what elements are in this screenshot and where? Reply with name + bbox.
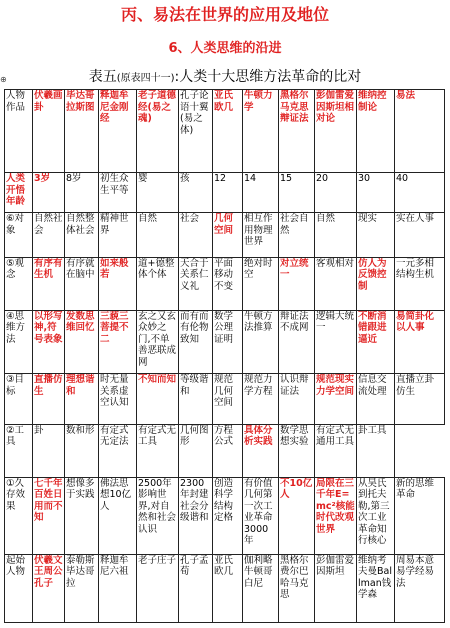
table-cell: 等级谐和 [179,374,213,425]
table-cell: 新的思维革命 [395,477,445,554]
table-cell: 理想谐和 [65,374,99,425]
table-cell: 毕达哥拉斯图 [65,90,99,173]
table-cell: 卦 [33,424,65,477]
table-cell: 规范几何空间 [213,374,243,425]
table-cell: 自然 [137,213,179,257]
row-header-cell: ②工具 [5,424,33,477]
table-cell: 牛顿力学 [243,90,279,173]
table-cell: 伽利略牛顿哥白尼 [243,554,279,622]
table-cell: 局限在三千年E=mc²核能时代改观世界 [315,477,357,554]
table-cell: 玄之又玄众妙之门,不单善恶联成网 [137,310,179,373]
table-cell: 孔子孟荀 [179,554,213,622]
table-cell: 易简卦化以人事 [395,310,445,373]
table-cell: 精神世界 [99,213,137,257]
table-row [5,257,445,310]
table-cell: 亚氏欧几 [213,90,243,173]
table-cell: 规范力学方程 [243,374,279,425]
table-cell: 数学思想实验 [279,424,315,477]
table-cell: 三藐三菩提不二 [99,310,137,373]
row-header-cell: ③目标 [5,374,33,425]
row-header-cell: ④思维方法 [5,310,33,373]
row-header-cell: ⑤观念 [5,257,33,310]
section-heading: 6、人类思维的沿进 [168,41,282,56]
table-cell: 社会自然 [279,213,315,257]
table-row [5,477,445,554]
table-cell: 释迦牟尼六祖 [99,554,137,622]
table-cell: 发数思维回忆 [65,310,99,373]
table-cell: 3岁 [33,173,65,213]
row-header-cell: 人类开悟年龄 [5,173,33,213]
comparison-table [4,89,445,623]
caption-prefix: 表五 [88,69,117,85]
caption-note: (原表四十一) [116,73,175,84]
table-cell: 仿人为反馈控制 [357,257,395,310]
table-cell: 客观相对 [315,257,357,310]
table-cell: 现实 [357,213,395,257]
anchor-icon: ⊕ [0,75,7,84]
table-cell: 彭伽雷爱因斯坦 [315,554,357,622]
table-cell: 方程公式 [213,424,243,477]
table-cell: 8岁 [65,173,99,213]
table-row [5,424,445,477]
table-row [5,173,445,213]
table-cell: 维纳考夫曼Ballman钱学森 [357,554,395,622]
table-cell: 辩证法不成网 [279,310,315,373]
table-cell: 20 [315,173,357,213]
table-cell: 天合于关系仁义礼 [179,257,213,310]
table-cell: 婴 [137,173,179,213]
table-cell: 创造科学结构定格 [213,477,243,554]
table-cell: 绝对时空 [243,257,279,310]
table-caption [0,66,450,86]
caption-text: :人类十大思维方法革命的比对 [174,69,362,85]
table-cell: 有序就在脑中 [65,257,99,310]
table-cell: 想像多于实践 [65,477,99,554]
table-cell: 数和形 [65,424,99,477]
table-cell: 黑格尔费尔巴哈马克思 [279,554,315,622]
table-cell: 孩 [179,173,213,213]
table-row [5,554,445,622]
table-cell: 道+德整体个体 [137,257,179,310]
table-cell: 时无量关系虚空认知 [99,374,137,425]
table-cell: 有序有生机 [33,257,65,310]
table-cell: 认识辩证法 [279,374,315,425]
table-cell: 几何空间 [213,213,243,257]
table-row [5,374,445,425]
table-cell: 有定式无通用工具 [315,424,357,477]
table-cell: 自然整体社会 [65,213,99,257]
table-cell: 易法 [395,90,445,173]
page-heading: 丙、易法在世界的应用及地位 [120,5,329,24]
table-cell: 以形写神,符号表象 [33,310,65,373]
table-cell: 亚氏欧几 [213,554,243,622]
table-cell: 老子庄子 [137,554,179,622]
table-cell: 相互作用物理世界 [243,213,279,257]
table-cell: 而有而有伦物致知 [179,310,213,373]
table-row [5,310,445,373]
table-cell: 数学公理证明 [213,310,243,373]
table-cell: 直播仿生 [33,374,65,425]
table-cell: 不断消错跟进逼近 [357,310,395,373]
table-cell: 40 [395,173,445,213]
table-cell: 泰勒斯毕达哥拉 [65,554,99,622]
table-cell: 周易本意易学经易法 [395,554,445,622]
table-cell: 实在人事 [395,213,445,257]
table-cell: 初生众生平等 [99,173,137,213]
table-cell: 七千年百姓日用而不知 [33,477,65,554]
table-cell: 12 [213,173,243,213]
table-cell: 信息交流处理 [357,374,395,425]
table-cell: 不10亿人 [279,477,315,554]
table-cell: 维纳控制论 [357,90,395,173]
table-cell: 伏羲文王周公孔子 [33,554,65,622]
table-cell: 对立统一 [279,257,315,310]
table-cell: 具体分析实践 [243,424,279,477]
table-cell: 14 [243,173,279,213]
row-header-cell: ⑥对象 [5,213,33,257]
table-cell: 30 [357,173,395,213]
table-cell: 老子道德经(易之魂) [137,90,179,173]
table-cell: 一元多相结构生机 [395,257,445,310]
table-cell: 伏羲画卦 [33,90,65,173]
table-cell: 几何图形 [179,424,213,477]
table-cell: 彭伽雷爱因斯坦相对论 [315,90,357,173]
table-cell: 规范现实力学空间 [315,374,357,425]
table-cell: 不知而知 [137,374,179,425]
table-cell: 15 [279,173,315,213]
table-cell: 逻辑大统一 [315,310,357,373]
table-cell: 牛顿方法推算 [243,310,279,373]
table-cell: 社会 [179,213,213,257]
table-cell: 从昊氏到托夫勒,第三次工业革命知行核心 [357,477,395,554]
table-cell: 平面移动不变 [213,257,243,310]
row-header-cell: 人物作品 [5,90,33,173]
table-cell: 直播立卦仿生 [395,374,445,425]
table-cell: 释迦牟尼金刚经 [99,90,137,173]
table-cell: 自然 [315,213,357,257]
table-row [5,90,445,173]
table-cell: 有定式无工具 [137,424,179,477]
table-cell: 卦工具 [357,424,395,477]
table-cell: 有定式无定法 [99,424,137,477]
row-header-cell: ①久存效果 [5,477,33,554]
table-cell: 佛法思想10亿人 [99,477,137,554]
table-cell: 有价值几何第一次工业革命3000年 [243,477,279,554]
table-body [5,90,445,623]
row-header-cell: 起始人物 [5,554,33,622]
table-cell: 2300年封建社会分级谐和 [179,477,213,554]
table-cell: 黑格尔马克思辩证法 [279,90,315,173]
table-cell: 自然社会 [33,213,65,257]
table-row [5,213,445,257]
table-cell: 2500年影响世界,对自然和社会认识 [137,477,179,554]
table-cell: 如来般若 [99,257,137,310]
table-cell: 孔子论语十翼(易之体) [179,90,213,173]
